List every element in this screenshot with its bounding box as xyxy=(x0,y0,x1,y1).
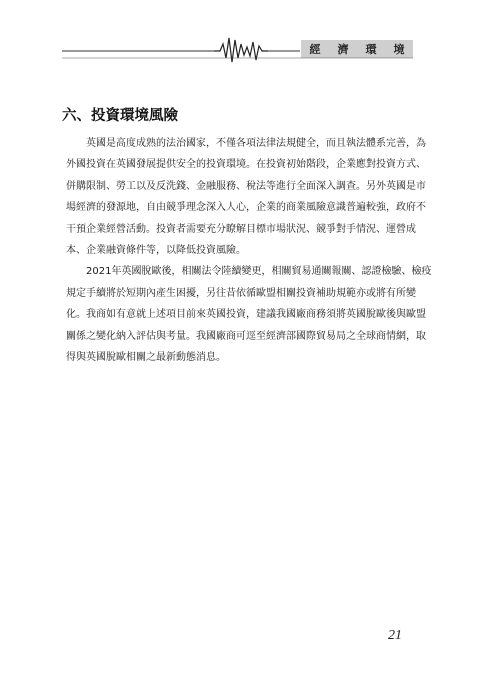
text-line: 規定手續將於短期內產生困擾，另往昔依循歐盟相關投資補助規範亦或將有所變 xyxy=(66,287,416,299)
text-line: 得與英國脫歐相關之最新動態消息。 xyxy=(66,352,226,364)
text-line: 外國投資在英國發展提供安全的投資環境。在投資初始階段，企業應對投資方式、 xyxy=(66,159,426,171)
body-text xyxy=(66,133,432,368)
header-section-title xyxy=(301,40,413,58)
header-title-char: 境 xyxy=(393,43,405,56)
section-heading: 六、投資環境風險 xyxy=(62,108,178,124)
header-title-char: 環 xyxy=(365,43,377,56)
header-waveform-rule xyxy=(0,0,480,70)
paragraph-2 xyxy=(66,261,432,368)
text-line: 本、企業融資條件等，以降低投資風險。 xyxy=(66,245,246,257)
header-title-char: 經 xyxy=(309,43,321,56)
text-line: 併購限制、勞工以及反洗錢、金融服務、稅法等進行全面深入調查。另外英國是市 xyxy=(66,180,426,192)
text-line: 2021年英國脫歐後，相關法令陸續變更，相關貿易通關報關、認證檢驗、檢疫 xyxy=(86,266,432,278)
text-line: 化。我商如有意就上述項目前來英國投資，建議我國廠商務須將英國脫歐後與歐盟 xyxy=(66,309,426,321)
header-waveform xyxy=(214,38,268,62)
header-title-char: 濟 xyxy=(337,43,349,56)
page-number: 21 xyxy=(388,628,402,643)
text-line: 英國是高度成熟的法治國家，不僅各項法律法規健全，而且執法體系完善，為 xyxy=(86,138,426,149)
text-line: 場經濟的發源地，自由競爭理念深入人心，企業的商業風險意識普遍較強，政府不 xyxy=(66,202,426,214)
text-line: 關係之變化納入評估與考量。我國廠商可逕至經濟部國際貿易局之全球商情網，取 xyxy=(66,330,426,342)
paragraph-1 xyxy=(66,133,426,261)
text-line: 干預企業經營活動。投資者需要充分瞭解目標市場狀況、競爭對手情況、運營成 xyxy=(66,223,416,235)
